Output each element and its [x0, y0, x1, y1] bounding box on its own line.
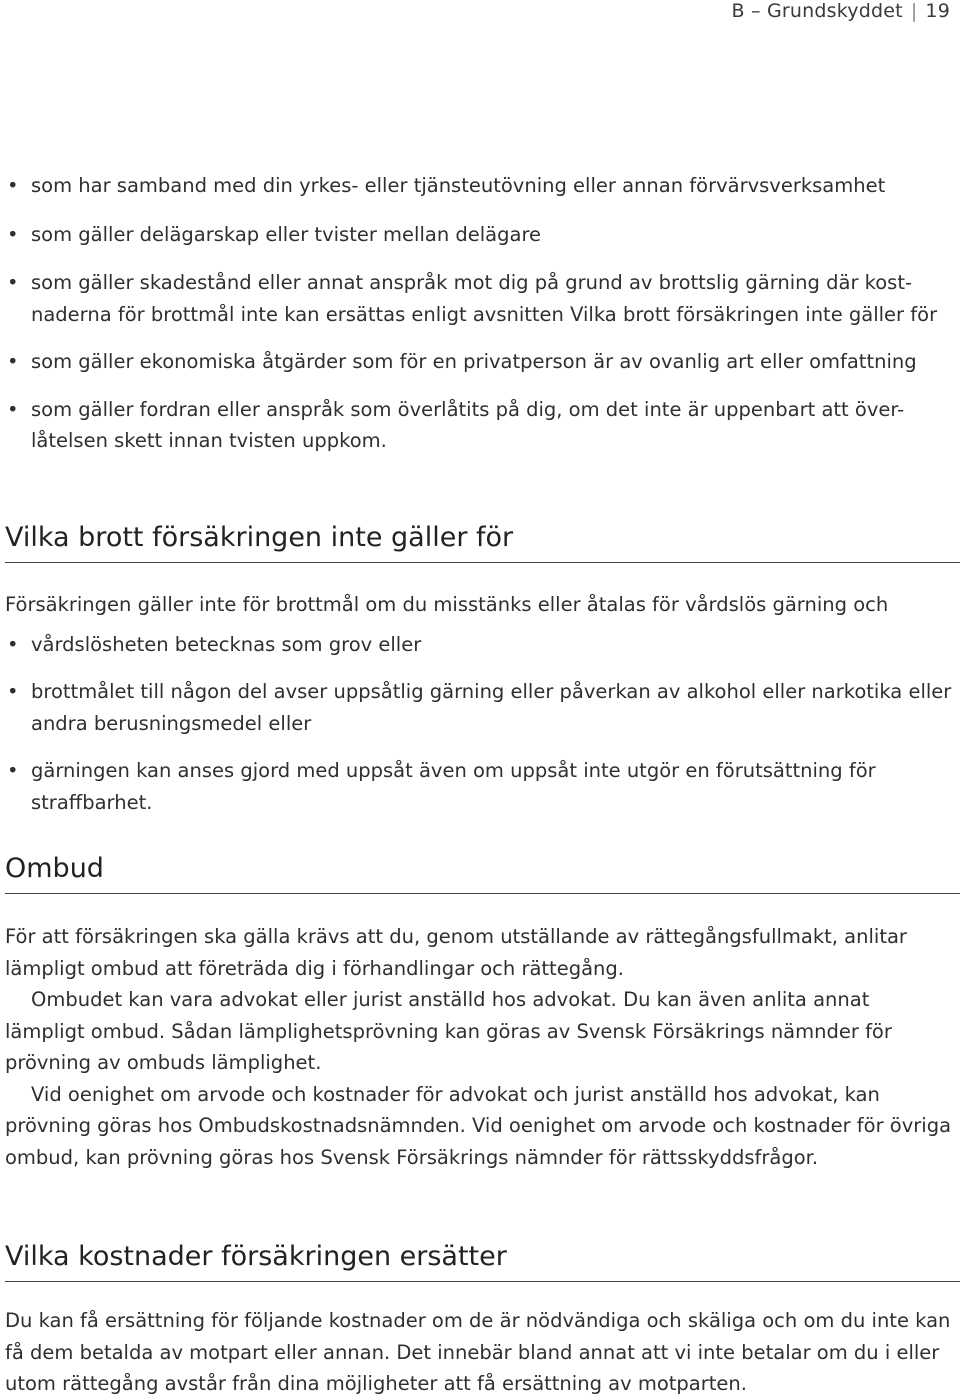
- ombud-paragraph-3: Vid oenighet om arvode och kostnader för advokat och jurist anställd hos advokat, kan prövning göras hos Ombudskostnadsnämnden. Vid oenighet om arvode och kostnader för övriga ombud, kan prövning göras hos Svensk Försäkrings nämnder för rättsskyddsfrågor.: [5, 1082, 952, 1169]
- list-item: • gärningen kan anses gjord med uppsåt även om uppsåt inte utgör en förutsättning för straffbarhet.: [5, 755, 955, 818]
- list-item: • som gäller delägarskap eller tvister mellan delägare: [5, 219, 955, 251]
- header-title: Grundskyddet: [767, 0, 903, 22]
- crimes-list: [5, 629, 955, 819]
- section-heading-crimes: Vilka brott försäkringen inte gäller för: [5, 520, 960, 563]
- section-heading-costs: Vilka kostnader försäkringen ersätter: [5, 1239, 960, 1282]
- ombud-section-body: [5, 921, 955, 1173]
- header-dash: –: [751, 0, 761, 22]
- page-number: 19: [925, 0, 950, 22]
- list-item: • som har samband med din yrkes- eller tjänsteutövning eller annan förvärvsverksamhet: [5, 170, 955, 202]
- exclusion-list: [5, 170, 955, 457]
- list-item: • brottmålet till någon del avser uppsåtlig gärning eller påverkan av alkohol eller narkotika eller andra berusningsmedel eller: [5, 676, 955, 739]
- ombud-paragraph-1: För att försäkringen ska gälla krävs att du, genom utställande av rättegångsfullmakt, anlitar lämpligt ombud att företräda dig i förhandlingar och rättegång.: [5, 925, 907, 980]
- ombud-paragraph-2: Ombudet kan vara advokat eller jurist anställd hos advokat. Du kan även anlita annat lämpligt ombud. Sådan lämplighetsprövning kan göras av Svensk Försäkrings nämnder för prövning av ombuds lämplighet.: [5, 988, 892, 1074]
- header-separator: |: [910, 0, 918, 22]
- list-item: • som gäller skadestånd eller annat anspråk mot dig på grund av brottslig gärning där kost-naderna för brottmål inte kan ersättas enligt avsnitten Vilka brott försäkringen inte gäller för: [5, 267, 955, 330]
- section-heading-ombud: Ombud: [5, 851, 960, 894]
- crimes-section-body: [5, 589, 955, 818]
- exclusion-list-block: [5, 170, 955, 457]
- crimes-intro: Försäkringen gäller inte för brottmål om du misstänks eller åtalas för vårdslös gärning och: [5, 593, 889, 616]
- list-item: • som gäller fordran eller anspråk som överlåtits på dig, om det inte är uppenbart att över-låtelsen skett innan tvisten uppkom.: [5, 394, 955, 457]
- list-item: • som gäller ekonomiska åtgärder som för en privatperson är av ovanlig art eller omfattning: [5, 346, 955, 378]
- costs-paragraph: Du kan få ersättning för följande kostnader om de är nödvändiga och skäliga och om du inte kan få dem betalda av motpart eller annan. Det innebär bland annat att vi inte betalar om du i eller utom rättegång avstår från dina möjligheter att få ersättning av motparten.: [5, 1309, 951, 1395]
- costs-section-body: [5, 1305, 955, 1400]
- header-section: B: [731, 0, 745, 22]
- list-item: • vårdslösheten betecknas som grov eller: [5, 629, 955, 661]
- running-header: [732, 0, 950, 22]
